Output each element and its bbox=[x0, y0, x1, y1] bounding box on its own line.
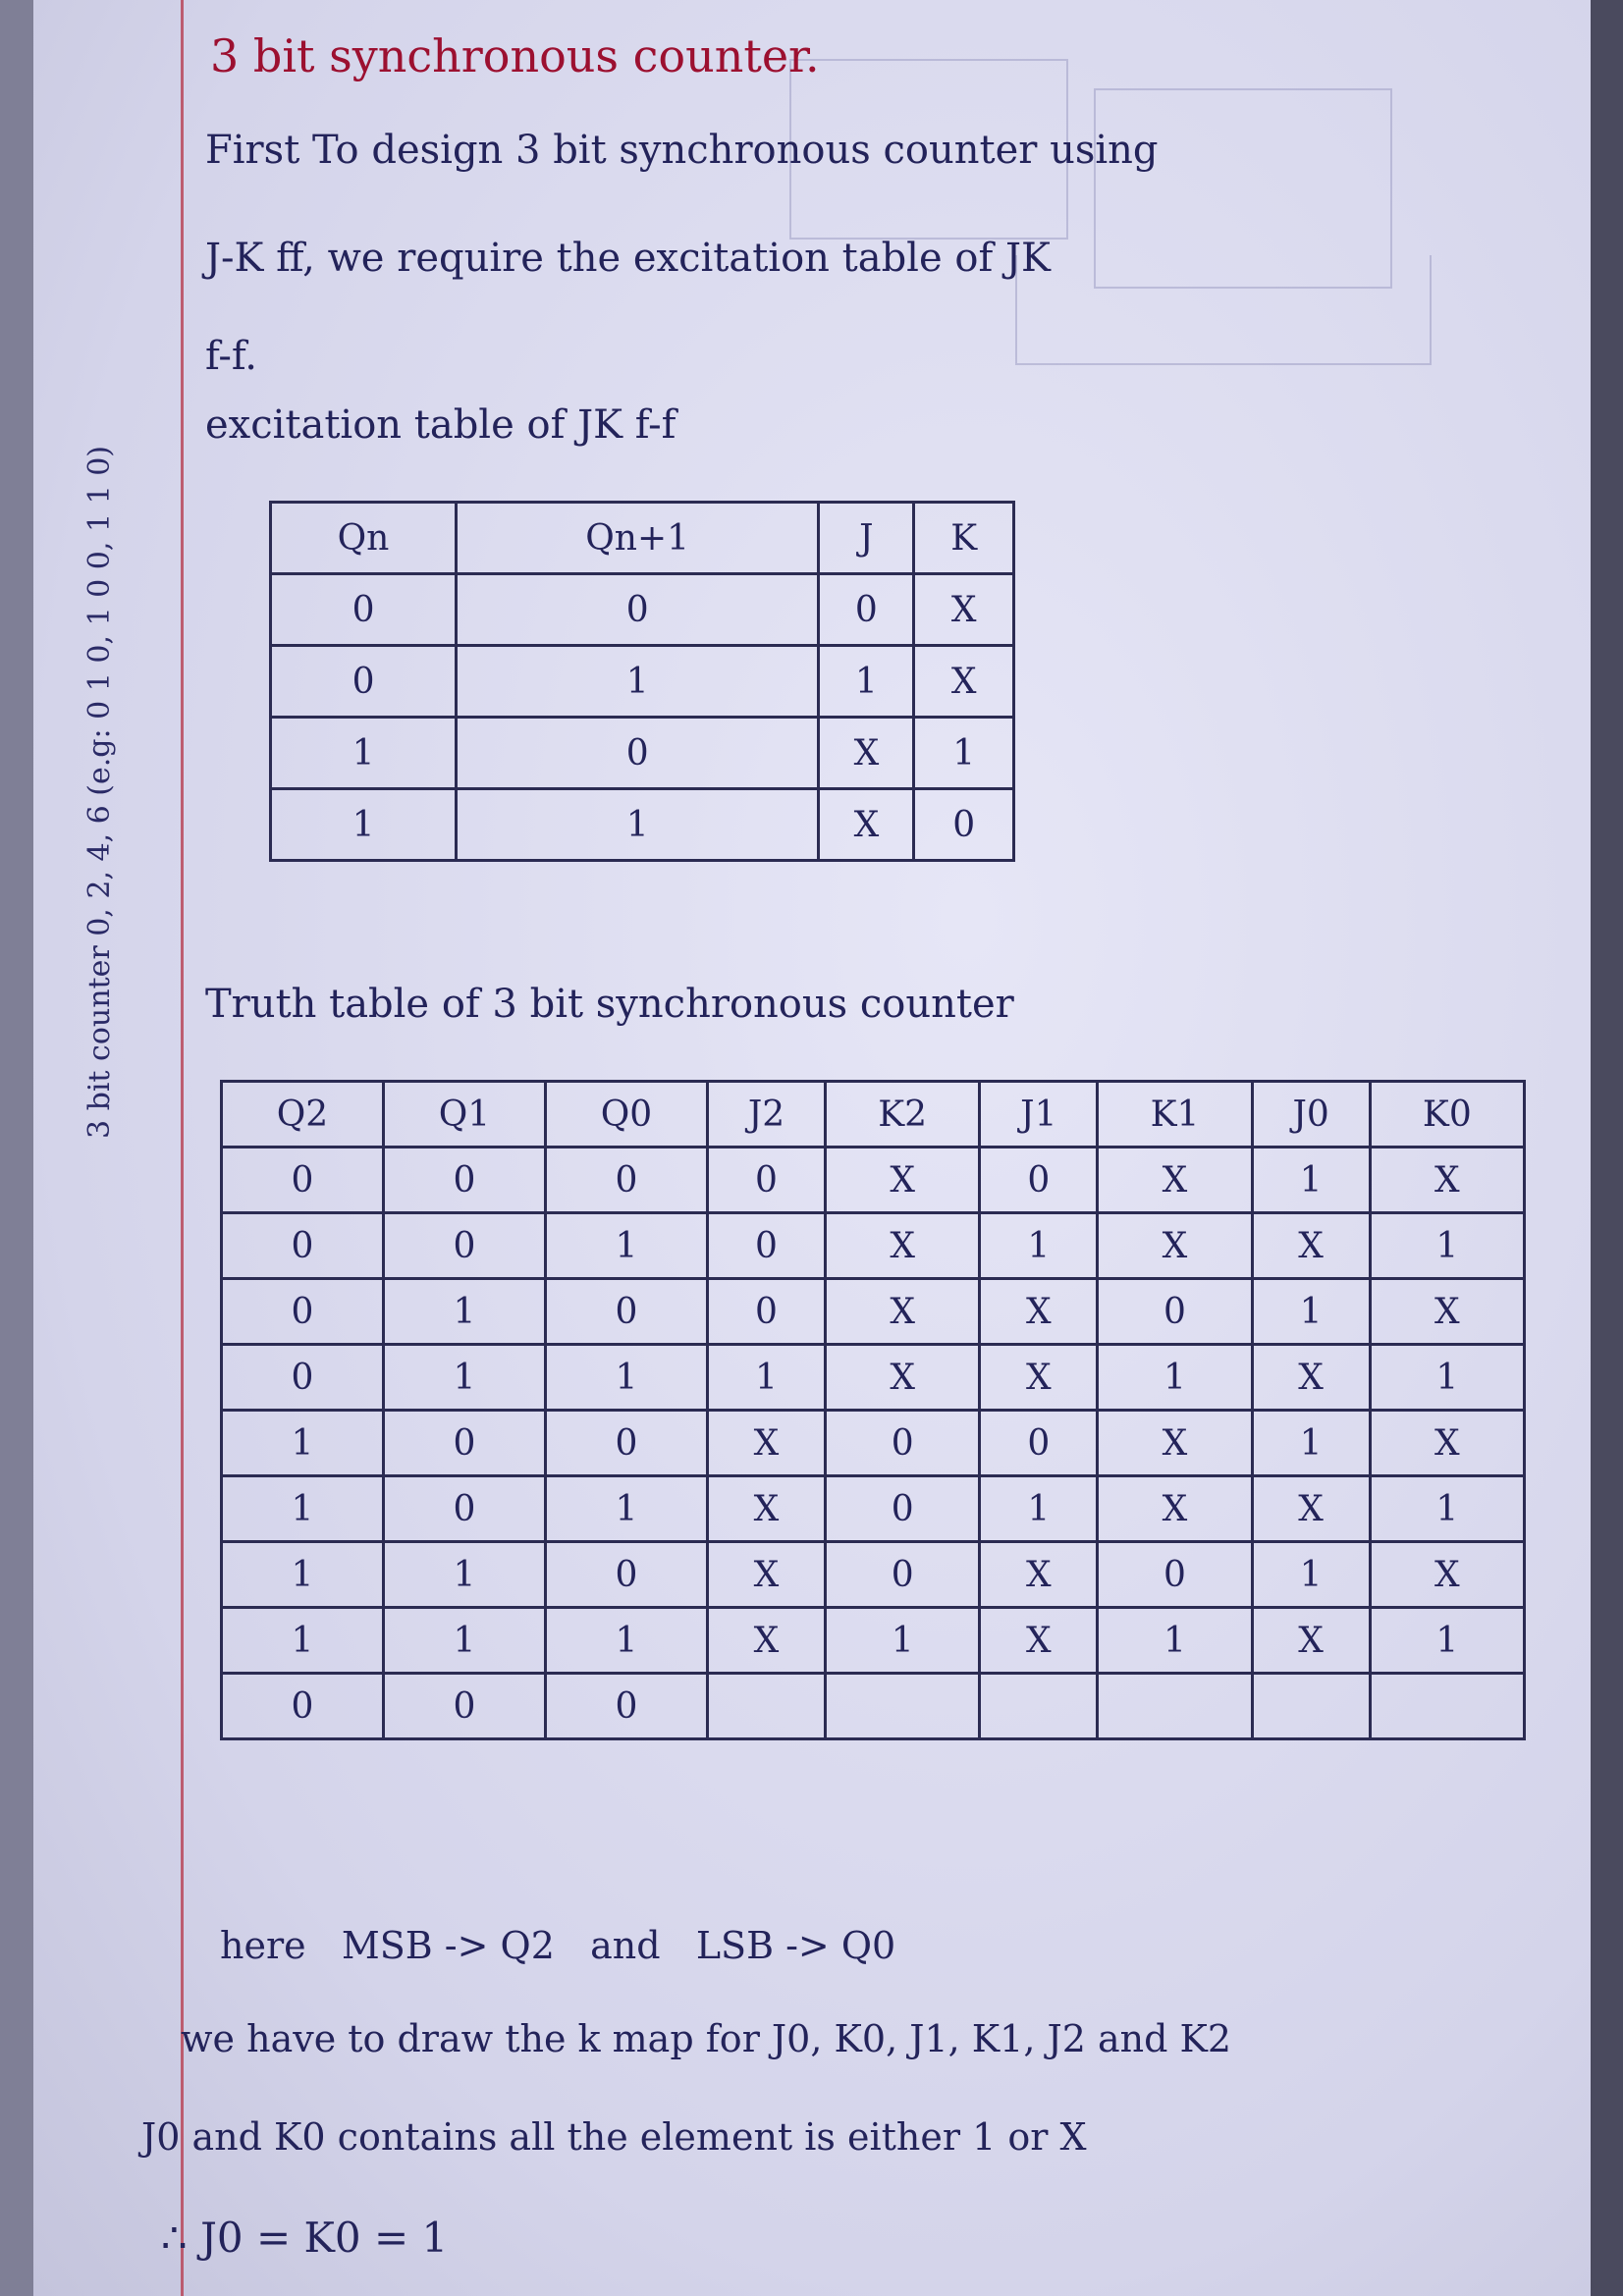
cell: 0 bbox=[383, 1213, 545, 1279]
table-row bbox=[222, 1674, 1525, 1739]
cell: 0 bbox=[222, 1345, 384, 1411]
cell: 1 bbox=[222, 1411, 384, 1476]
cell bbox=[707, 1674, 825, 1739]
table-row bbox=[271, 789, 1014, 861]
cell: 1 bbox=[914, 718, 1014, 789]
cell: 1 bbox=[383, 1279, 545, 1345]
cell: 0 bbox=[271, 646, 457, 718]
cell: X bbox=[1370, 1279, 1524, 1345]
header-cell: Qn+1 bbox=[457, 503, 819, 574]
cell: 0 bbox=[383, 1476, 545, 1542]
cell: 1 bbox=[826, 1608, 980, 1674]
intro-line-3: f-f. bbox=[205, 334, 257, 379]
cell bbox=[1370, 1674, 1524, 1739]
cell: 0 bbox=[826, 1542, 980, 1608]
cell: 0 bbox=[819, 574, 914, 646]
cell: 0 bbox=[1098, 1542, 1252, 1608]
cell: 1 bbox=[819, 646, 914, 718]
cell: 0 bbox=[914, 789, 1014, 861]
cell: X bbox=[826, 1279, 980, 1345]
cell: 0 bbox=[826, 1476, 980, 1542]
cell: 0 bbox=[545, 1542, 707, 1608]
cell: 0 bbox=[545, 1411, 707, 1476]
cell: X bbox=[826, 1148, 980, 1213]
cell: X bbox=[980, 1542, 1098, 1608]
cell bbox=[826, 1674, 980, 1739]
cell: 0 bbox=[980, 1148, 1098, 1213]
excitation-heading: excitation table of JK f-f bbox=[205, 402, 676, 448]
side-note: 3 bit counter 0, 2, 4, 6 (e.g: 0 1 0, 1 0 0, 1 1 0) bbox=[82, 446, 117, 1139]
cell: X bbox=[1098, 1411, 1252, 1476]
cell: 1 bbox=[545, 1476, 707, 1542]
page-title: 3 bit synchronous counter. bbox=[210, 29, 820, 82]
cell: X bbox=[1370, 1542, 1524, 1608]
table-row bbox=[222, 1279, 1525, 1345]
cell: 1 bbox=[222, 1608, 384, 1674]
cell: 0 bbox=[457, 718, 819, 789]
cell: X bbox=[707, 1411, 825, 1476]
cell: 0 bbox=[545, 1148, 707, 1213]
cell: 1 bbox=[457, 646, 819, 718]
cell: 1 bbox=[222, 1476, 384, 1542]
contains-note: J0 and K0 contains all the element is either 1 or X bbox=[141, 2115, 1087, 2159]
cell: 1 bbox=[383, 1345, 545, 1411]
table-header-row bbox=[271, 503, 1014, 574]
header-cell: K2 bbox=[826, 1082, 980, 1148]
cell: X bbox=[1252, 1608, 1370, 1674]
cell: X bbox=[819, 718, 914, 789]
header-cell: K bbox=[914, 503, 1014, 574]
page-edge-shadow bbox=[1591, 0, 1623, 2296]
header-cell: Qn bbox=[271, 503, 457, 574]
cell: 0 bbox=[980, 1411, 1098, 1476]
cell: 0 bbox=[826, 1411, 980, 1476]
cell: 1 bbox=[1252, 1148, 1370, 1213]
header-cell: K0 bbox=[1370, 1082, 1524, 1148]
notebook-page bbox=[33, 0, 1591, 2296]
header-cell: J0 bbox=[1252, 1082, 1370, 1148]
cell: 0 bbox=[222, 1279, 384, 1345]
cell: X bbox=[1252, 1345, 1370, 1411]
cell: 1 bbox=[980, 1213, 1098, 1279]
cell: 1 bbox=[980, 1476, 1098, 1542]
cell: 0 bbox=[545, 1279, 707, 1345]
cell: 0 bbox=[545, 1674, 707, 1739]
cell: 0 bbox=[222, 1213, 384, 1279]
cell: 0 bbox=[222, 1674, 384, 1739]
cell: 1 bbox=[457, 789, 819, 861]
cell bbox=[1098, 1674, 1252, 1739]
cell: X bbox=[826, 1345, 980, 1411]
cell: X bbox=[980, 1279, 1098, 1345]
cell: 1 bbox=[545, 1213, 707, 1279]
msb-lsb-note: here MSB -> Q2 and LSB -> Q0 bbox=[220, 1924, 896, 1967]
table-header-row bbox=[222, 1082, 1525, 1148]
table-row bbox=[271, 646, 1014, 718]
cell: X bbox=[1370, 1411, 1524, 1476]
table-row bbox=[222, 1542, 1525, 1608]
table-row bbox=[271, 718, 1014, 789]
margin-line bbox=[181, 0, 184, 2296]
table-row bbox=[222, 1213, 1525, 1279]
cell: 1 bbox=[1098, 1608, 1252, 1674]
cell: 0 bbox=[383, 1148, 545, 1213]
cell: 0 bbox=[707, 1213, 825, 1279]
cell: X bbox=[819, 789, 914, 861]
cell: 0 bbox=[707, 1279, 825, 1345]
header-cell: Q1 bbox=[383, 1082, 545, 1148]
cell: 1 bbox=[1370, 1476, 1524, 1542]
cell: 1 bbox=[545, 1608, 707, 1674]
truth-table bbox=[220, 1080, 1526, 1740]
excitation-table bbox=[269, 501, 1015, 862]
header-cell: Q0 bbox=[545, 1082, 707, 1148]
table-row bbox=[271, 574, 1014, 646]
truth-table-heading: Truth table of 3 bit synchronous counter bbox=[205, 982, 1014, 1027]
table-row bbox=[222, 1411, 1525, 1476]
cell: X bbox=[707, 1608, 825, 1674]
cell bbox=[1252, 1674, 1370, 1739]
cell: 0 bbox=[271, 574, 457, 646]
cell: X bbox=[707, 1476, 825, 1542]
cell: 1 bbox=[271, 718, 457, 789]
table-row bbox=[222, 1608, 1525, 1674]
cell: X bbox=[1252, 1476, 1370, 1542]
cell: 1 bbox=[545, 1345, 707, 1411]
cell: 1 bbox=[1370, 1345, 1524, 1411]
cell: 1 bbox=[1370, 1608, 1524, 1674]
cell: 0 bbox=[222, 1148, 384, 1213]
header-cell: K1 bbox=[1098, 1082, 1252, 1148]
cell: 1 bbox=[1252, 1279, 1370, 1345]
cell: 1 bbox=[1252, 1542, 1370, 1608]
cell: 1 bbox=[1370, 1213, 1524, 1279]
cell: X bbox=[980, 1608, 1098, 1674]
cell bbox=[980, 1674, 1098, 1739]
cell: 0 bbox=[383, 1411, 545, 1476]
cell: 1 bbox=[1098, 1345, 1252, 1411]
bleed-through-circuit bbox=[1015, 255, 1432, 365]
cell: 1 bbox=[1252, 1411, 1370, 1476]
cell: X bbox=[707, 1542, 825, 1608]
cell: 0 bbox=[1098, 1279, 1252, 1345]
cell: X bbox=[1370, 1148, 1524, 1213]
intro-line-2: J-K ff, we require the excitation table of JK bbox=[205, 236, 1051, 281]
cell: 0 bbox=[457, 574, 819, 646]
cell: 0 bbox=[707, 1148, 825, 1213]
cell: X bbox=[1098, 1148, 1252, 1213]
cell: 1 bbox=[383, 1608, 545, 1674]
cell: X bbox=[1252, 1213, 1370, 1279]
kmap-note: we have to draw the k map for J0, K0, J1, K1, J2 and K2 bbox=[181, 2017, 1232, 2060]
cell: X bbox=[1098, 1476, 1252, 1542]
cell: X bbox=[914, 574, 1014, 646]
cell: X bbox=[914, 646, 1014, 718]
table-row bbox=[222, 1148, 1525, 1213]
cell: 1 bbox=[222, 1542, 384, 1608]
table-row bbox=[222, 1345, 1525, 1411]
cell: 0 bbox=[383, 1674, 545, 1739]
cell: 1 bbox=[707, 1345, 825, 1411]
header-cell: J bbox=[819, 503, 914, 574]
header-cell: J1 bbox=[980, 1082, 1098, 1148]
intro-line-1: First To design 3 bit synchronous counter using bbox=[205, 128, 1159, 173]
cell: X bbox=[980, 1345, 1098, 1411]
header-cell: J2 bbox=[707, 1082, 825, 1148]
result-note: ∴ J0 = K0 = 1 bbox=[161, 2214, 449, 2262]
cell: 1 bbox=[383, 1542, 545, 1608]
cell: 1 bbox=[271, 789, 457, 861]
cell: X bbox=[1098, 1213, 1252, 1279]
table-row bbox=[222, 1476, 1525, 1542]
header-cell: Q2 bbox=[222, 1082, 384, 1148]
cell: X bbox=[826, 1213, 980, 1279]
